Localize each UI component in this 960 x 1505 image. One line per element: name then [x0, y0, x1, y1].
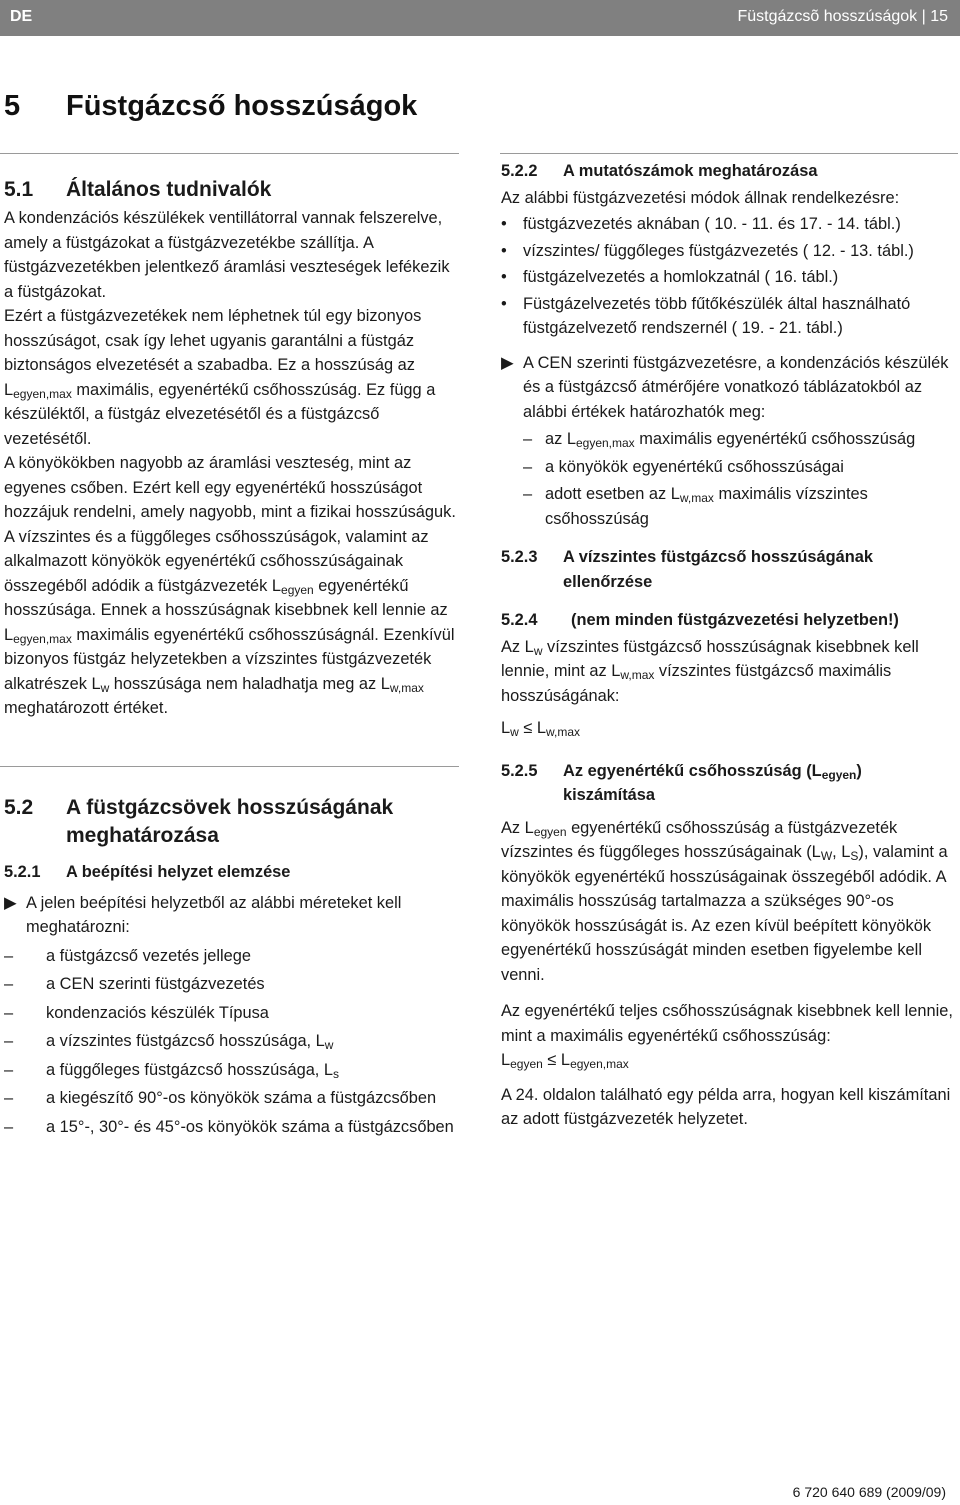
dash-icon: – [4, 1032, 14, 1050]
formula-horizontal: $L_w \le L_{w,max}$ [501, 719, 581, 739]
paragraph-modes-intro: Az alábbi füstgázvezetési módok állnak rendelkezésre: [501, 188, 900, 207]
bullet-item: • füstgázvezetés aknában ( 10. - 11. és 17. - 14. tábl.) [501, 212, 956, 237]
bullet-item: • Füstgázelvezetés több fűtőkészülék által használható füstgázelvezető rendszernél ( 19. - 21. tábl.) [501, 292, 956, 341]
paragraph-total-length: Az egyenértékű teljes csőhosszúságnak kisebbnek kell lennie, mint a maximális egyenértékű csőhosszúság: [501, 1002, 953, 1045]
section-title: Általános tudnivalók [66, 178, 272, 201]
list-item: – adott esetben az $L_{w,max}$ maximális vízszintes csőhosszúság [501, 482, 956, 531]
section-5-2-heading [4, 794, 459, 850]
bullet-icon: • [501, 294, 507, 313]
bullet-item: • vízszintes/ függőleges füstgázvezetés ( 12. - 13. tábl.) [501, 239, 956, 264]
section-title: A mutatószámok meghatározása [563, 162, 818, 180]
language-code: DE [10, 8, 33, 25]
chapter-title-text: Füstgázcső hosszúságok [66, 90, 418, 122]
chapter-title [4, 90, 417, 123]
section-5-2-1-heading [4, 860, 459, 885]
section-number: 5.2 [4, 796, 34, 819]
paragraph-example-reference: A 24. oldalon található egy példa arra, hogyan kell kiszámítani az adott füstgázvezeték helyzetet. [501, 1085, 951, 1128]
bullet-icon: • [501, 268, 507, 286]
bullet-item: • füstgázelvezetés a homlokzatnál ( 16. tábl.) [501, 265, 956, 290]
dash-icon: – [4, 975, 14, 993]
section-5-2-5-heading [501, 759, 956, 808]
document-code: 6 720 640 689 (2009/09) [792, 1484, 946, 1500]
section-number: 5.2.2 [501, 162, 538, 180]
section-5-2-3-heading [501, 545, 956, 594]
paragraph-elbows: A könyökökben nagyobb az áramlási veszteség, mint az egyenes csőben. Ezért kell egy egyenértékű hosszúságot hozzájuk rendelni, amely nagyobb, mint a fizikai hosszúságuk. [4, 454, 456, 521]
page-header-bar [0, 0, 960, 36]
bullet-icon: • [501, 215, 507, 233]
divider-left-top [0, 153, 459, 154]
dash-icon: – [523, 485, 533, 503]
dash-icon: – [4, 1060, 14, 1079]
instruction-item: ▶ A CEN szerinti füstgázvezetésre, a kondenzációs készülék és a füstgázcső átmérőjére vonatkozó táblázatokból az alábbi értékek határozhatók meg: [501, 351, 956, 425]
section-number: 5.2.5 [501, 761, 538, 780]
section-title: Az egyenértékű csőhosszúság $(L_{egyen})$ kiszámítása [563, 761, 862, 804]
section-title: A vízszintes füstgázcső hosszúságának ellenőrzése [563, 548, 873, 591]
formula-equivalent: $L_{egyen} \le L_{egyen,max}$ [501, 1051, 629, 1071]
right-column [501, 159, 956, 1132]
section-number: 5.2.3 [501, 548, 538, 566]
dash-icon: – [523, 430, 533, 448]
arrow-icon: ▶ [501, 353, 514, 372]
dash-icon: – [523, 457, 533, 476]
instruction-item: ▶ A jelen beépítési helyzetből az alábbi méreteket kell meghatározni: [4, 891, 459, 940]
section-title: A füstgázcsövek hosszúságának meghatározása [66, 796, 394, 847]
arrow-icon: ▶ [4, 893, 17, 912]
chapter-number: 5 [4, 90, 21, 122]
dash-icon: – [4, 1003, 14, 1022]
paragraph-intro: A kondenzációs készülékek ventillátorral vannak felszerelve, amely a füstgázokat a füstgázvezetékbe szállítja. A füstgázvezetékben jelentkező áramlási veszteségek lefékezik a füstgázokat. [4, 209, 450, 301]
section-number: 5.2.1 [4, 863, 41, 881]
paragraph-horizontal-check: Az $L_w$ vízszintes füstgázcső hosszúságnak kisebbnek kell lennie, mint az $L_{w,max}$ vízszintes füstgázcső maximális hosszúságának: [501, 637, 919, 705]
divider-right-top [500, 153, 958, 154]
section-title: (nem minden füstgázvezetési helyzetben!) [571, 611, 899, 629]
list-item: – a füstgázcső vezetés jellege [4, 944, 459, 969]
section-number: 5.1 [4, 178, 34, 201]
header-page-title: Füstgázcsõ hosszúságok | 15 [737, 8, 948, 25]
list-item: – kondenzaciós készülék Típusa [4, 1001, 459, 1026]
list-item: – a függőleges füstgázcső hosszúsága, $L_s$ [4, 1058, 459, 1083]
list-item: – a vízszintes füstgázcső hosszúsága, $L_w$ [4, 1029, 459, 1054]
dash-icon: – [4, 1089, 14, 1107]
paragraph-sum: A vízszintes és a függőleges csőhosszúságok, valamint az alkalmazott könyökök egyenértékű csőhosszúságainak összegéből adódik a füstgázvezeték $L_{egyen}$ egyenértékű hosszúsága. Ennek a hosszúságnak kisebbnek kell lennie az $L_{egyen,max}$ maximális egyenértékű csőhosszúságnál. Ezenkívül bizonyos füstgáz helyzetekben a vízszintes füstgázvezeték alkatrészek $L_w$ hosszúsága nem haladhatja meg az $L_{w,max}$ meghatározott értéket. [4, 527, 455, 717]
section-5-2-4-heading [501, 608, 956, 633]
list-item: – a CEN szerinti füstgázvezetés [4, 972, 459, 997]
left-column-upper [4, 176, 459, 721]
list-item: – a kiegészítő 90°-os könyökök száma a füstgázcsőben [4, 1086, 459, 1111]
bullet-icon: • [501, 241, 507, 260]
paragraph-limits: Ezért a füstgázvezetékek nem léphetnek túl egy bizonyos hosszúságot, csak így lehet ugyanis garantálni a füstgáz biztonságos elvezetését a szabadba. Ez a hosszúság az $L_{egyen,max}$ maximális, egyenértékű csőhosszúság. Ez függ a készüléktől, a füstgáz elvezetésétől és a füstgázcső vezetésétől. [4, 307, 436, 448]
section-5-1-heading [4, 176, 459, 204]
section-title: A beépítési helyzet elemzése [66, 863, 291, 881]
dash-icon: – [4, 946, 14, 965]
left-column-lower [4, 794, 459, 1139]
list-item: – a könyökök egyenértékű csőhosszúságai [501, 455, 956, 480]
divider-left-mid [0, 766, 459, 767]
section-5-2-2-heading [501, 159, 956, 184]
paragraph-equivalent-length: Az $L_{egyen}$ egyenértékű csőhosszúság a füstgázvezeték vízszintes és függőleges hosszúságainak ($L_W$, $L_S$), valamint a könyökök egyenértékű hosszúságainak összegéből adódik. A maximális hosszúság tartalmazza a szükséges 90°-os könyökök hosszúságát is. Az ezen kívül beépített könyökök egyenértékű hosszúságát minden esetben figyelembe kell venni. [501, 818, 948, 984]
dash-icon: – [4, 1117, 14, 1136]
list-item: – a 15°-, 30°- és 45°-os könyökök száma a füstgázcsőben [4, 1115, 459, 1140]
list-item: – az $L_{egyen,max}$ maximális egyenértékű csőhosszúság [501, 427, 956, 452]
section-number: 5.2.4 [501, 611, 538, 629]
